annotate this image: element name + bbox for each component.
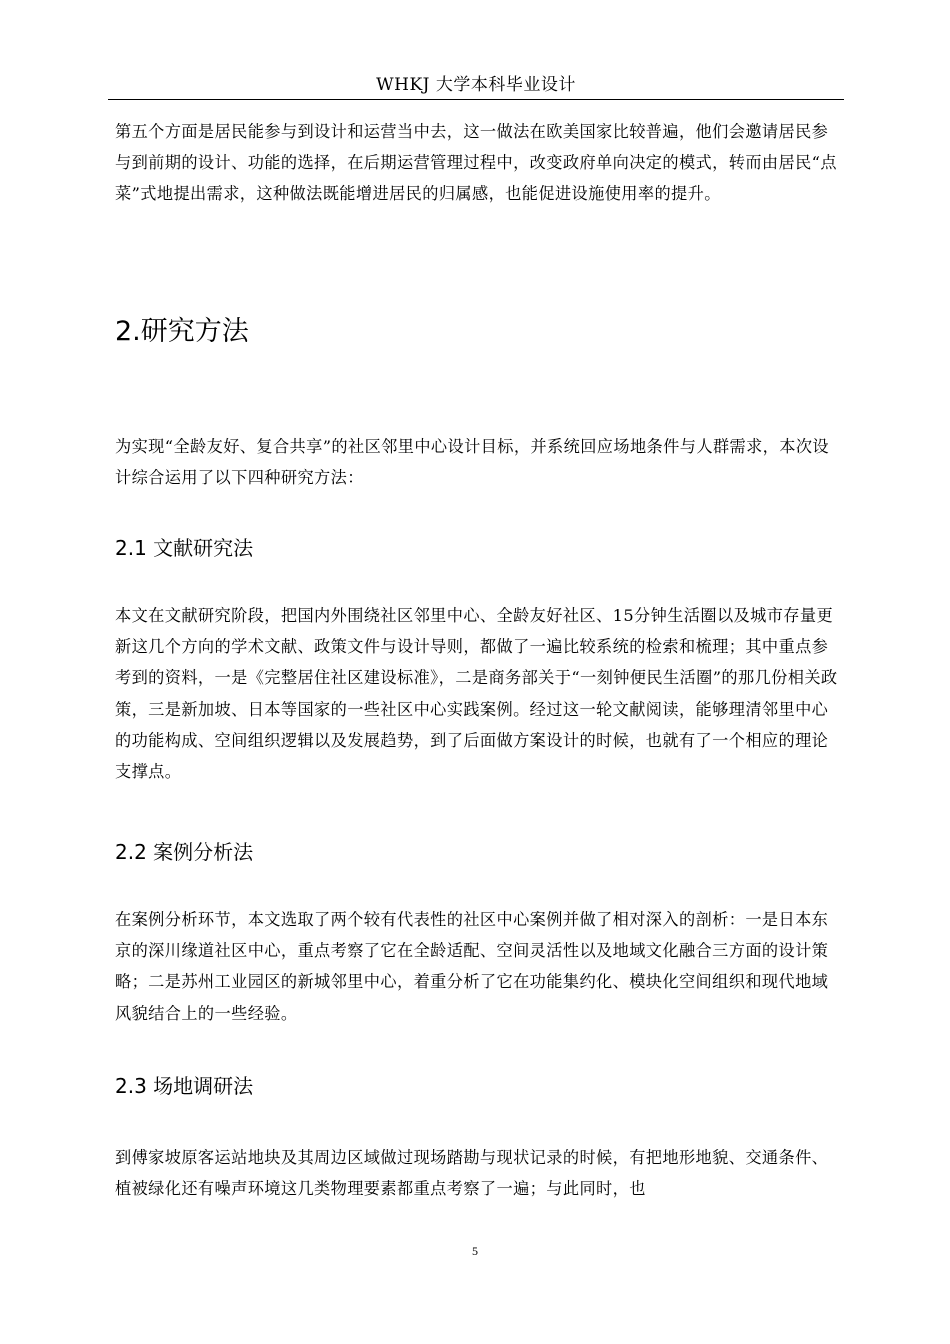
section-intro-paragraph: 为实现“全龄友好、复合共享”的社区邻里中心设计目标，并系统回应场地条件与人群需求，本次设计综合运用了以下四种研究方法： [115,437,830,488]
section-heading: 2.研究方法 [115,316,249,347]
subsection-heading-2-2: 2.2 案例分析法 [115,840,254,864]
page-number: 5 [472,1244,478,1258]
subsection-body-2-1: 本文在文献研究阶段，把国内外围绕社区邻里中心、全龄友好社区、15分钟生活圈以及城市存量更新这几个方向的学术文献、政策文件与设计导则，都做了一遍比较系统的检索和梳理；其中重点参考到的资料，一是《完整居住社区建设标准》，二是商务部关于“一刻钟便民生活圈”的那几份相关政策，三是新加坡、日本等国家的一些社区中心实践案例。经过这一轮文献阅读，能够理清邻里中心的功能构成、空间组织逻辑以及发展趋势，到了后面做方案设计的时候，也就有了一个相应的理论支撑点。 [115,606,838,782]
subsection-heading-2-3: 2.3 场地调研法 [115,1074,254,1098]
header-divider [108,99,844,100]
subsection-body-2-2: 在案例分析环节，本文选取了两个较有代表性的社区中心案例并做了相对深入的剖析：一是日本东京的深川缘道社区中心，重点考察了它在全龄适配、空间灵活性以及地域文化融合三方面的设计策略；二是苏州工业园区的新城邻里中心，着重分析了它在功能集约化、模块化空间组织和现代地域风貌结合上的一些经验。 [115,910,829,1023]
subsection-heading-2-1: 2.1 文献研究法 [115,536,254,560]
page-header-title: WHKJ 大学本科毕业设计 [376,75,576,95]
intro-paragraph: 第五个方面是居民能参与到设计和运营当中去，这一做法在欧美国家比较普遍，他们会邀请居民参与到前期的设计、功能的选择，在后期运营管理过程中，改变政府单向决定的模式，转而由居民“点菜”式地提出需求，这种做法既能增进居民的归属感，也能促进设施使用率的提升。 [115,122,837,204]
subsection-body-2-3: 到傅家坡原客运站地块及其周边区域做过现场踏勘与现状记录的时候，有把地形地貌、交通条件、植被绿化还有噪声环境这几类物理要素都重点考察了一遍；与此同时，也 [115,1148,829,1199]
